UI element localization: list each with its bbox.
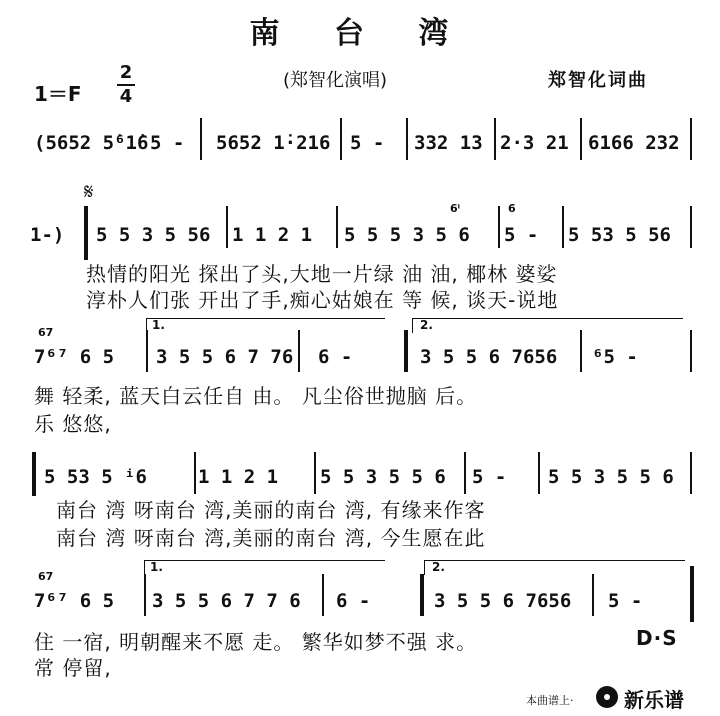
dal-segno-mark: D·S xyxy=(636,626,678,650)
time-signature-top: 2 xyxy=(119,62,133,83)
measure-r1-3: 5652 1̇·216 xyxy=(216,132,331,154)
volta-bracket-1 xyxy=(144,560,385,575)
barline xyxy=(340,118,342,160)
barline xyxy=(690,206,692,248)
barline xyxy=(406,118,408,160)
measure-r2-2: 5 5 3 5 56 xyxy=(96,224,211,246)
measure-r4-2: 1 1 2 1 xyxy=(198,466,279,488)
measure-r5-3: 6 - xyxy=(336,590,371,612)
measure-r5-4: 3 5 5 6 7656 xyxy=(434,590,572,612)
lyrics-verse1: 住 一宿, 明朝醒来不愿 走。 繁华如梦不强 求。 xyxy=(34,630,478,654)
barline xyxy=(580,330,582,372)
grace-note: 67 xyxy=(38,326,54,339)
time-signature-bottom: 4 xyxy=(119,86,133,107)
volta-bracket-2 xyxy=(424,560,685,575)
measure-r4-4: 5 - xyxy=(472,466,507,488)
repeat-start-barline xyxy=(32,452,36,496)
barline xyxy=(322,574,324,616)
time-signature xyxy=(116,62,136,108)
barline xyxy=(144,574,146,616)
measure-r1-6: 2·3 21 xyxy=(500,132,569,154)
barline xyxy=(580,118,582,160)
measure-r2-3: 1 1 2 1 xyxy=(232,224,313,246)
measure-r5-1: 7⁶⁷ 6 5 xyxy=(34,590,115,612)
repeat-end-barline xyxy=(420,574,424,616)
measure-r2-4: 5 5 5 3 5 6 xyxy=(344,224,470,246)
measure-r3-5: ⁶5 - xyxy=(592,346,638,368)
key-signature: 1＝F xyxy=(34,82,82,106)
volta-label-1: 1. xyxy=(152,318,165,332)
barline xyxy=(194,452,196,494)
measure-r3-3: 6 - xyxy=(318,346,353,368)
grace-note: 6̇ xyxy=(508,202,516,215)
barline xyxy=(592,574,594,616)
song-title: 南 台 湾 xyxy=(249,16,471,51)
measure-r5-2: 3 5 5 6 7 7 6 xyxy=(152,590,301,612)
measure-r3-2: 3 5 5 6 7 76 xyxy=(156,346,294,368)
lyrics-verse2: 乐 悠悠, xyxy=(34,412,112,436)
measure-r1-1: (5652 5̇⁶1̇6 xyxy=(34,132,149,154)
final-barline xyxy=(690,566,694,622)
measure-r4-1: 5 53 5 ⁱ6 xyxy=(44,466,147,488)
brand-name: 新乐谱 xyxy=(624,688,684,712)
lyrics-verse1: 舞 轻柔, 蓝天白云任自 由。 凡尘俗世抛脑 后。 xyxy=(34,384,478,408)
grace-note: 6ⁱ xyxy=(450,202,461,215)
upload-credit: 本曲谱上· xyxy=(526,694,574,707)
measure-r1-5: 332 13 xyxy=(414,132,483,154)
measure-r4-5: 5 5 3 5 5 6 xyxy=(548,466,674,488)
volta-label-1: 1. xyxy=(150,560,163,574)
measure-r4-3: 5 5 3 5 5 6 xyxy=(320,466,446,488)
barline xyxy=(690,452,692,494)
measure-r2-6: 5 53 5 56 xyxy=(568,224,671,246)
barline xyxy=(200,118,202,160)
barline xyxy=(494,118,496,160)
measure-r3-1: 7⁶⁷ 6 5 xyxy=(34,346,115,368)
lyrics-verse1: 热情的阳光 探出了头,大地一片绿 油 油, 椰林 婆娑 xyxy=(86,262,558,286)
measure-r2-1: 1-) xyxy=(30,224,65,246)
measure-r3-4: 3 5 5 6 7656 xyxy=(420,346,558,368)
singer-credit: (郑智化演唱) xyxy=(283,70,388,91)
repeat-start-barline xyxy=(84,206,88,260)
lyrics-verse2: 南台 湾 呀南台 湾,美丽的南台 湾, 今生愿在此 xyxy=(56,526,486,550)
barline xyxy=(538,452,540,494)
grace-note: 67 xyxy=(38,570,54,583)
barline xyxy=(146,330,148,372)
measure-r1-2: 5 - xyxy=(150,132,185,154)
barline xyxy=(464,452,466,494)
volta-bracket-1 xyxy=(146,318,385,333)
barline xyxy=(690,330,692,372)
barline xyxy=(314,452,316,494)
barline xyxy=(690,118,692,160)
barline xyxy=(562,206,564,248)
composer-credit: 郑智化词曲 xyxy=(548,70,648,91)
barline xyxy=(226,206,228,248)
volta-label-2: 2. xyxy=(432,560,445,574)
segno-icon: 𝄋 xyxy=(84,180,94,205)
measure-r5-5: 5 - xyxy=(608,590,643,612)
volta-bracket-2 xyxy=(412,318,683,333)
barline xyxy=(298,330,300,372)
lyrics-verse1: 南台 湾 呀南台 湾,美丽的南台 湾, 有缘来作客 xyxy=(56,498,486,522)
measure-r2-5: 5 - xyxy=(504,224,539,246)
barline xyxy=(498,206,500,248)
measure-r1-7: 6166 232 xyxy=(588,132,680,154)
repeat-end-barline xyxy=(404,330,408,372)
measure-r1-4: 5 - xyxy=(350,132,385,154)
barline xyxy=(336,206,338,248)
lyrics-verse2: 淳朴人们张 开出了手,痴心姑娘在 等 候, 谈天-说地 xyxy=(86,288,559,312)
lyrics-verse2: 常 停留, xyxy=(34,656,112,680)
disc-logo-icon xyxy=(596,686,618,708)
volta-label-2: 2. xyxy=(420,318,433,332)
